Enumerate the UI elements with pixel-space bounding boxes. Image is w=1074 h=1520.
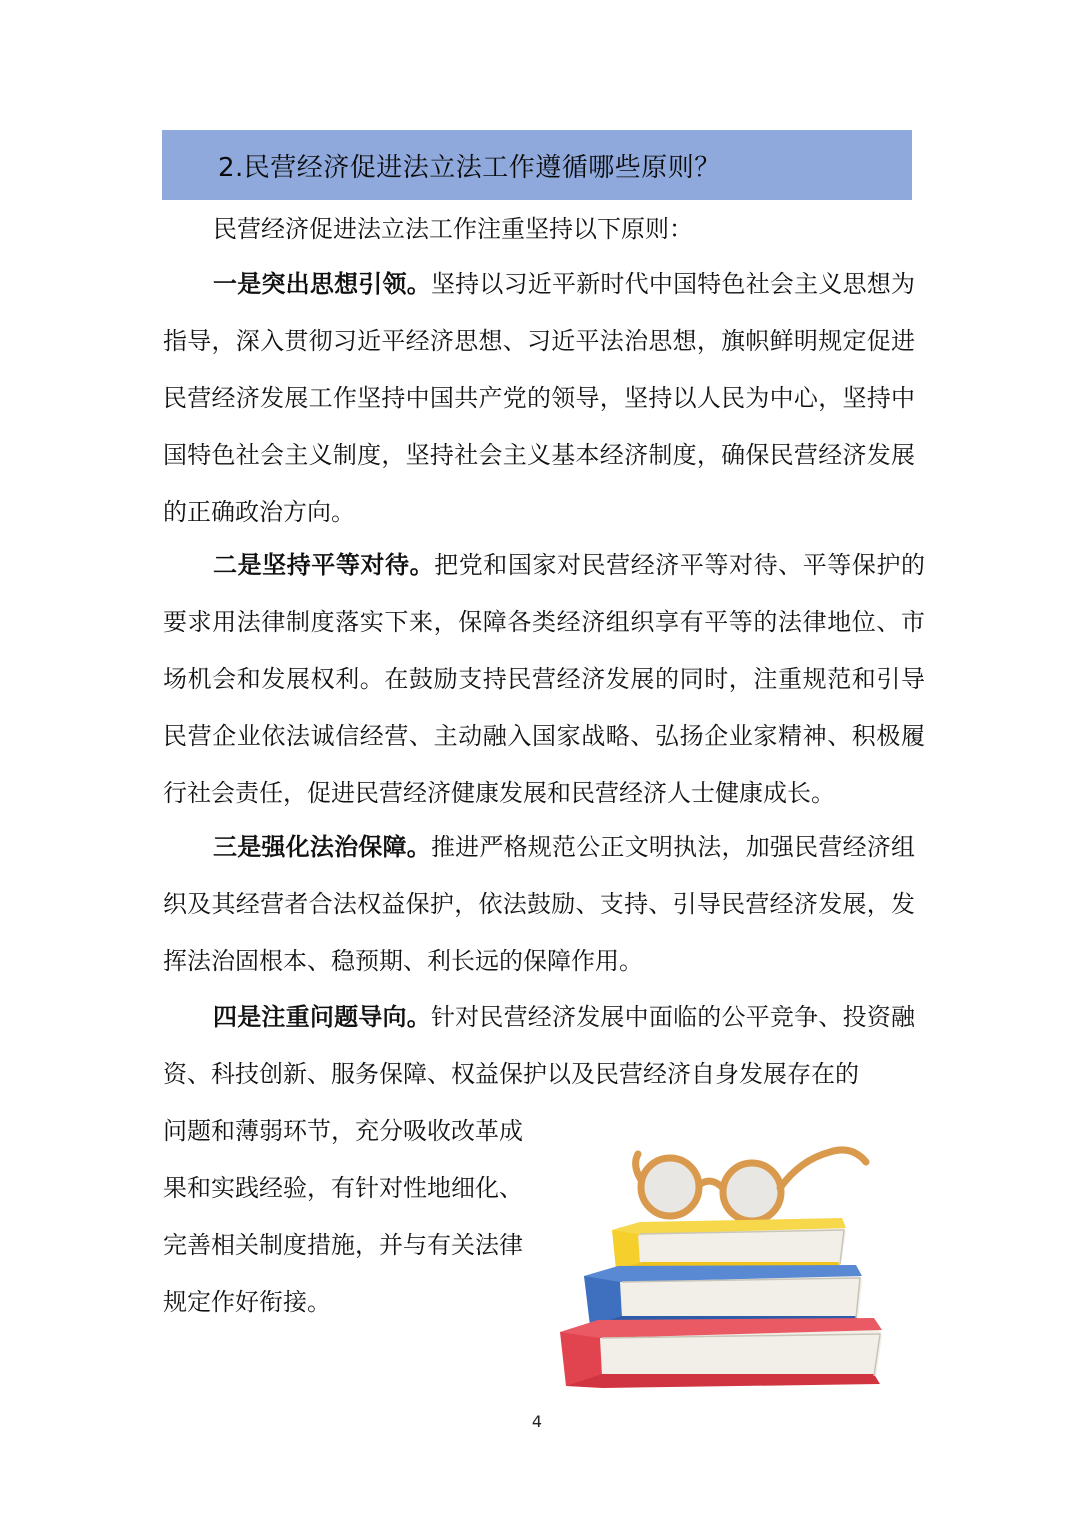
principle-paragraph-4-continuation: 问题和薄弱环节，充分吸收改革成果和实践经验，有针对性地细化、完善相关制度措施，并与有关法律规定作好衔接。 [163, 1117, 523, 1316]
principle-lead: 二是坚持平等对待。 [213, 551, 435, 579]
principle-body: 坚持以习近平新时代中国特色社会主义思想为指导，深入贯彻习近平经济思想、习近平法治思想，旗帜鲜明规定促进民营经济发展工作坚持中国共产党的领导，坚持以人民为中心，坚持中国特色社会主义制度，坚持社会主义基本经济制度，确保民营经济发展的正确政治方向。 [163, 270, 916, 526]
section-heading: 2.民营经济促进法立法工作遵循哪些原则？ [218, 152, 721, 183]
principle-paragraph-2 [163, 537, 925, 822]
principle-body: 推进严格规范公正文明执法，加强民营经济组织及其经营者合法权益保护，依法鼓励、支持、引导民营经济发展，发挥法治固根本、稳预期、利长远的保障作用。 [163, 833, 916, 975]
principle-lead: 一是突出思想引领。 [213, 270, 431, 298]
principle-body: 针对民营经济发展中面临的公平竞争、投资融资、科技创新、服务保障、权益保护以及民营经济自身发展存在的 [163, 1003, 916, 1088]
principle-paragraph-1 [163, 256, 915, 541]
glasses-icon [636, 1150, 866, 1221]
principle-lead: 三是强化法治保障。 [213, 833, 431, 861]
page-number: 4 [531, 1412, 543, 1431]
red-book [560, 1318, 882, 1388]
principle-body: 把党和国家对民营经济平等对待、平等保护的要求用法律制度落实下来，保障各类经济组织享有平等的法律地位、市场机会和发展权利。在鼓励支持民营经济发展的同时，注重规范和引导民营企业依法诚信经营、主动融入国家战略、弘扬企业家精神、积极履行社会责任，促进民营经济健康发展和民营经济人士健康成长。 [163, 551, 926, 807]
principle-lead: 四是注重问题导向。 [213, 1003, 431, 1031]
section-heading-bar [162, 130, 912, 200]
intro-paragraph: 民营经济促进法立法工作注重坚持以下原则： [213, 215, 693, 243]
principle-paragraph-3 [163, 819, 915, 990]
principle-paragraph-4 [163, 989, 915, 1103]
books-and-glasses-icon [540, 1130, 900, 1390]
